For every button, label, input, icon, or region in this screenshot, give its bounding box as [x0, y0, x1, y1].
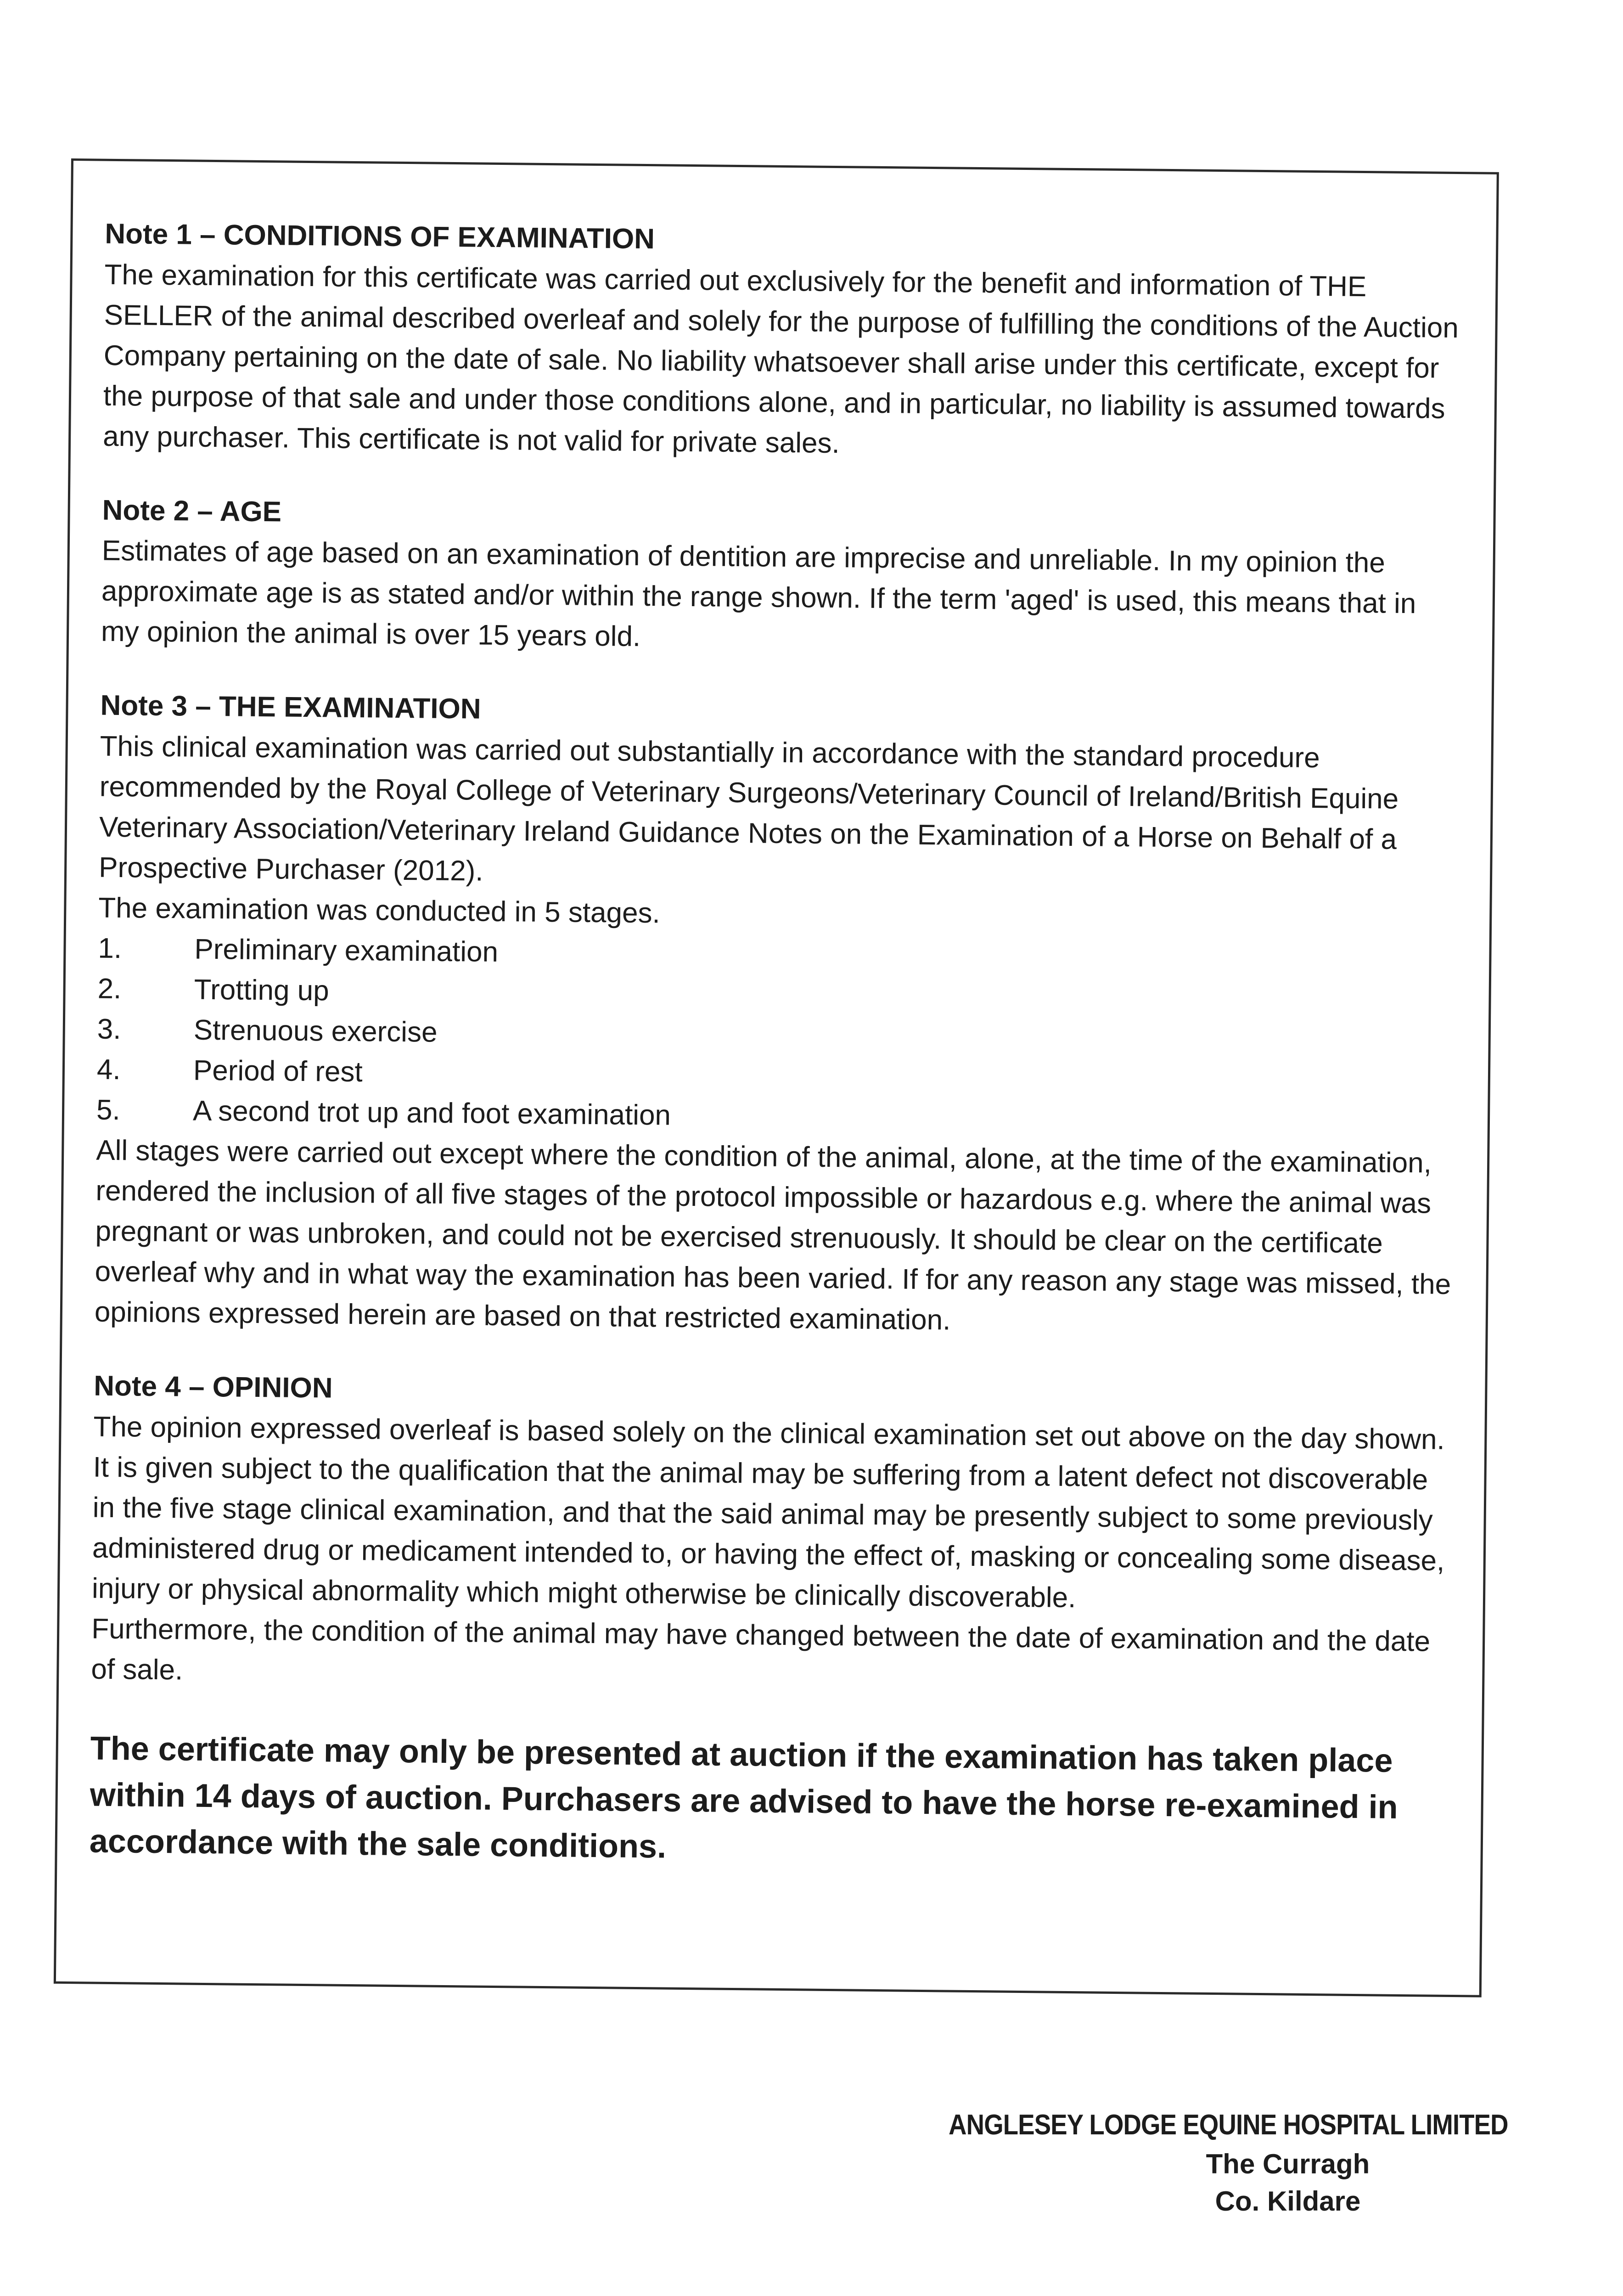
hospital-footer: [872, 2105, 1508, 2220]
note-3-stages-intro: The examination was conducted in 5 stages.: [98, 892, 661, 929]
note-3-heading: Note 3 – THE EXAMINATION: [100, 689, 481, 725]
stage-label: A second trot up and foot examination: [192, 1095, 671, 1131]
examination-stages-list: [96, 929, 1457, 1144]
address-line-1: The Curragh: [1206, 2148, 1370, 2179]
stage-label: Trotting up: [194, 974, 330, 1007]
stage-number: 5.: [96, 1094, 121, 1126]
stage-number: 1.: [98, 932, 122, 965]
stage-number: 3.: [97, 1013, 121, 1046]
note-4-text: The opinion expressed overleaf is based solely on the clinical examination set out above on the day shown. It is given subject to the qualification that the animal may be suffering from a latent defect not discoverable in the five stage clinical examination, and that the said animal may be presently subject to some previously administered drug or medicament intended to, or having the effect of, masking or concealing some disease, injury or physical abnormality which might otherwise be clinically discoverable.: [91, 1411, 1445, 1614]
stage-label: Strenuous exercise: [193, 1014, 438, 1048]
note-1-text: The examination for this certificate was carried out exclusively for the benefit and information of THE SELLER of the animal described overleaf and solely for the purpose of fulfilling the conditions of the Auction Company pertaining on the date of sale. No liability whatsoever shall arise under this certificate, except for the purpose of that sale and under those conditions alone, and in particular, no liability is assumed towards any purchaser. This certificate is not valid for private sales.: [102, 259, 1459, 459]
note-3-intro: This clinical examination was carried out substantially in accordance with the standard procedure recommended by the Royal College of Veterinary Surgeons/Veterinary Council of Ireland/British Equine Veterinary Association/Veterinary Ireland Guidance Notes on the Examination of a Horse on Behalf of a Prospective Purchaser (2012).: [98, 730, 1399, 887]
note-4-text-furthermore: Furthermore, the condition of the animal may have changed between the date of examination and the date of sale.: [91, 1613, 1431, 1686]
note-3-outro: All stages were carried out except where the condition of the animal, alone, at the time of the examination, rendered the inclusion of all five stages of the protocol impossible or hazardous e.g. where the animal was pregnant or was unbroken, and could not be exercised strenuously. It should be clear on the certificate overleaf why and in what way the examination has been varied. If for any reason any stage was missed, the opinions expressed herein are based on that restricted examination.: [94, 1134, 1451, 1336]
note-2-text: Estimates of age based on an examination of dentition are imprecise and unreliable. In my opinion the approximate age is as stated and/or within the range shown. If the term 'aged' is used, this means that in my opinion the animal is over 15 years old.: [101, 535, 1416, 653]
note-4-opinion: [91, 1368, 1453, 1703]
stage-label: Preliminary examination: [194, 933, 499, 968]
auction-notice: The certificate may only be presented at auction if the examination has taken place within 14 days of auction. Purchasers are advised to have the horse re-examined in accordance with the sale conditions.: [89, 1730, 1398, 1865]
notes-content: [89, 216, 1464, 1911]
company-address: [1127, 2145, 1449, 2220]
company-name: ANGLESEY LODGE EQUINE HOSPITAL LIMITED: [949, 2109, 1508, 2141]
note-1-conditions: [103, 216, 1464, 470]
stage-number: 4.: [96, 1053, 121, 1086]
stage-label: Period of rest: [193, 1054, 363, 1088]
note-2-heading: Note 2 – AGE: [102, 494, 282, 528]
note-2-age: [101, 492, 1461, 665]
stage-number: 2.: [97, 973, 122, 1005]
note-4-heading: Note 4 – OPINION: [94, 1370, 333, 1404]
note-1-heading: Note 1 – CONDITIONS OF EXAMINATION: [105, 218, 655, 255]
address-line-2: Co. Kildare: [1215, 2185, 1361, 2217]
notes-frame: [54, 158, 1499, 1998]
note-3-examination: [94, 688, 1459, 1345]
